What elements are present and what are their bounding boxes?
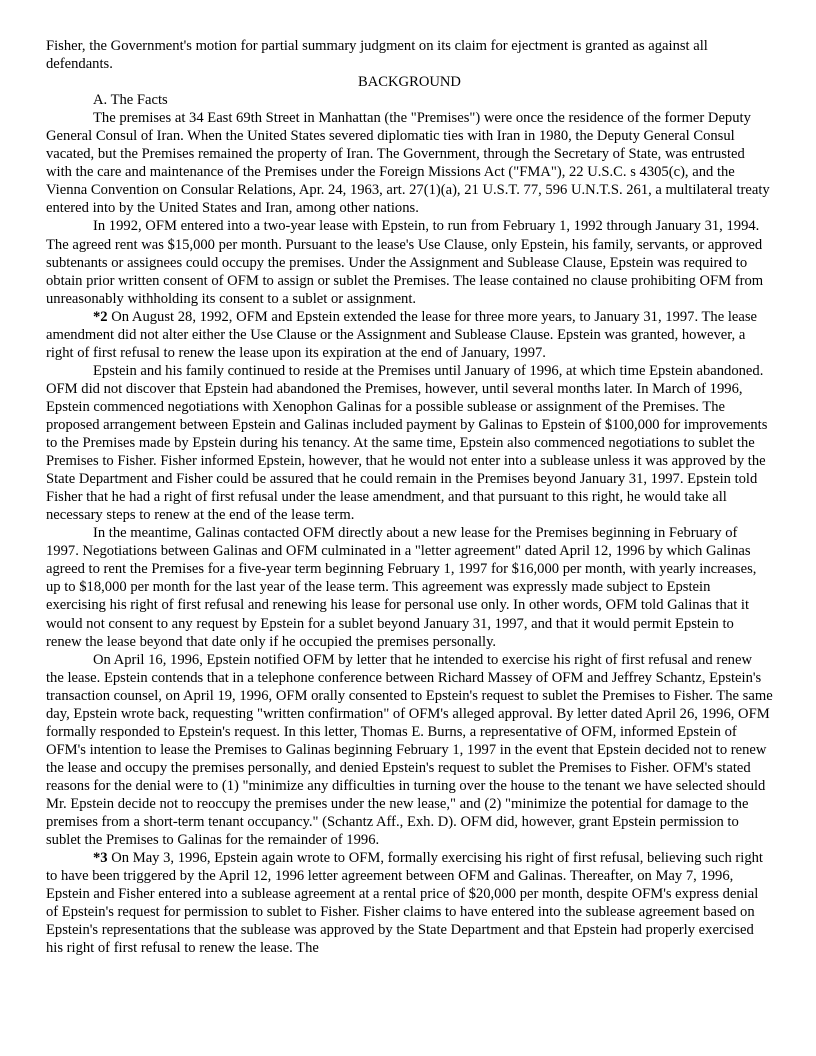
- intro-paragraph: Fisher, the Government's motion for partial summary judgment on its claim for ejectment is granted as against all defendants.: [46, 38, 708, 73]
- paragraph-text: On May 3, 1996, Epstein again wrote to OFM, formally exercising his right of first refusal, believing such right to have been triggered by the April 12, 1996 letter agreement between OFM and Galinas. Thereafter, on May 7, 1996, Epstein and Fisher entered into a sublease agreement at a rental price of $20,000 per month, despite OFM's express denial of Epstein's request for permission to sublet to Fisher. Fisher claims to have entered into the sublease agreement based on Epstein's representations that the sublease was approved by the State Department and that Epstein had properly exercised his right of first refusal to renew the lease. The: [46, 850, 763, 957]
- star-page-marker: *2: [93, 308, 108, 325]
- paragraph-text: On August 28, 1992, OFM and Epstein extended the lease for three more years, to January 31, 1997. The lease amendment did not alter either the Use Clause or the Assignment and Sublease Clause. Epstein was granted, however, a right of first refusal to renew the lease upon its expiration at the end of January, 1997.: [46, 308, 757, 361]
- paragraph-text: In 1992, OFM entered into a two-year lease with Epstein, to run from February 1, 1992 through January 31, 1994. The agreed rent was $15,000 per month. Pursuant to the lease's Use Clause, only Epstein, his family, servants, or approved subtenants or assignees could occupy the premises. Under the Assignment and Sublease Clause, Epstein was required to obtain prior written consent of OFM to assign or sublet the Premises. The lease contained no clause prohibiting OFM from unreasonably withholding its consent to a sublet or assignment.: [46, 218, 764, 307]
- subsection-heading: A. The Facts: [93, 92, 168, 109]
- paragraph-text: Epstein and his family continued to reside at the Premises until January of 1996, at which time Epstein abandoned. OFM did not discover that Epstein had abandoned the Premises, however, until several months later. In March of 1996, Epstein commenced negotiations with Xenophon Galinas for a possible sublease or assignment of the Premises. The proposed arrangement between Epstein and Galinas included payment by Galinas to Epstein of $100,000 for improvements to the Premises made by Epstein during his tenancy. At the same time, Epstein also commenced negotiations to sublet the Premises to Fisher. Fisher informed Epstein, however, that he would not enter into a sublease unless it was approved by the State Department and Fisher could be assured that he could remain in the Premises beyond January 31, 1997. Epstein told Fisher that he had a right of first refusal under the lease amendment, and that pursuant to this right, he would take all necessary steps to renew at the end of the lease term.: [46, 362, 768, 524]
- paragraph-text: In the meantime, Galinas contacted OFM directly about a new lease for the Premises beginning in February of 1997. Negotiations between Galinas and OFM culminated in a "letter agreement" dated April 12, 1996 by which Galinas agreed to rent the Premises for a five-year term beginning February 1, 1997 for $16,000 per month, with yearly increases, up to $18,000 per month for the last year of the lease term. This agreement was expressly made subject to Epstein exercising his right of first refusal and renewing his lease for personal use only. In other words, OFM told Galinas that it would not consent to any request by Epstein for a sublet beyond January 31, 1997, and that it would permit Epstein to renew the lease beyond that date only if he occupied the premises personally.: [46, 525, 757, 650]
- section-heading: BACKGROUND: [358, 74, 461, 91]
- paragraph-galinas-agreement: [46, 524, 773, 650]
- paragraph-abandonment: [46, 362, 773, 524]
- document-page: [46, 37, 773, 957]
- paragraph-lease-extension: [46, 308, 773, 362]
- paragraph-text: The premises at 34 East 69th Street in Manhattan (the "Premises") were once the residence of the former Deputy General Consul of Iran. When the United States severed diplomatic ties with Iran in 1980, the Deputy General Consul vacated, but the Premises remained the property of Iran. The Government, through the Secretary of State, was entrusted with the care and maintenance of the Premises under the Foreign Missions Act ("FMA"), 22 U.S.C. s 4305(c), and the Vienna Convention on Consular Relations, Apr. 24, 1963, art. 27(1)(a), 21 U.S.T. 77, 596 U.N.T.S. 261, a multilateral treaty entered into by the United States and Iran, among other nations.: [46, 110, 770, 217]
- star-page-marker: *3: [93, 850, 108, 867]
- paragraph-sublease-fisher: [46, 849, 773, 957]
- paragraph-premises: [46, 109, 773, 217]
- paragraph-text: On April 16, 1996, Epstein notified OFM by letter that he intended to exercise his right of first refusal and renew the lease. Epstein contends that in a telephone conference between Richard Massey of OFM and Jeffrey Schantz, Epstein's transaction counsel, on April 19, 1996, OFM orally consented to Epstein's request to sublet the Premises to Fisher. The same day, Epstein wrote back, requesting "written confirmation" of OFM's alleged approval. By letter dated April 26, 1996, OFM formally responded to Epstein's request. In this letter, Thomas E. Burns, a representative of OFM, informed Epstein of OFM's intention to lease the Premises to Galinas beginning February 1, 1997 in the event that Epstein decided not to renew the lease and occupy the premises personally, and denied Epstein's request to sublet the Premises to Fisher. OFM's stated reasons for the denial were to (1) "minimize any difficulties in turning over the house to the tenant we have selected should Mr. Epstein decide not to reoccupy the premises under the new lease," and (2) "minimize the potential for damage to the premises from a short-term tenant occupancy." (Schantz Aff., Exh. D). OFM did, however, grant Epstein permission to sublet the Premises to Galinas for the remainder of 1996.: [46, 651, 773, 849]
- paragraph-first-refusal-notice: [46, 651, 773, 850]
- paragraph-lease-1992: [46, 217, 773, 307]
